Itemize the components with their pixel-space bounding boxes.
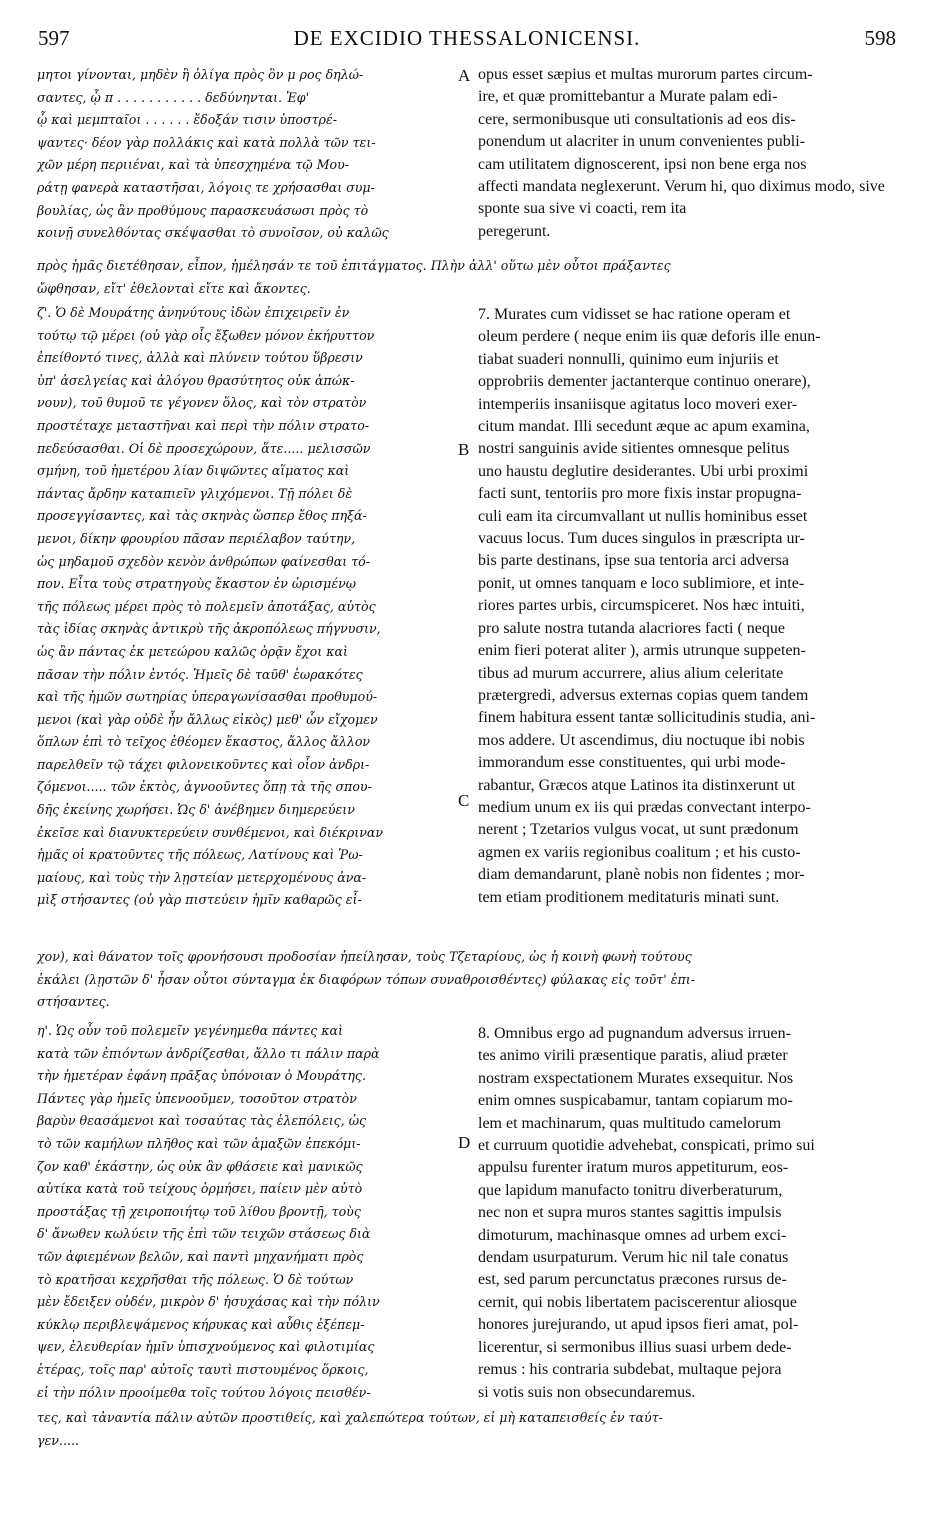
latin-column: 7. Murates cum vidisset se hac ratione operam et oleum perdere ( neque enim iis quæ deforis ille enun- tiabat suaderi nonnulli, quinimo eum injuriis et opprobriis dementer jactanterque continuo onerare), intemperiis insaniisque agitatus loco moveri exer- citum mandat. Illi secedunt æque ac apum examina, nostri sanguinis avide sitientes omnesque pelitus uno haustu deglutire desiderantes. Ubi urbi proximi facti sunt, tentoriis pro more fixis instar propugna- culi eam ita circumvallant ut nullis hominibus esset vacuus locus. Tum duces singulos in præscripta ur- bis parte destinans, ipse sua tentoria arci adversa ponit, ut omnes tanquam e loco sublimiore, et inte- riores partes urbis, circumspiceret. Nos hæc intuiti, pro salute nostra tutanda alacriores facti ( neque enim fieri poterat aliter ), armis utrunque suppeten- tibus ad murum accurrere, alius alium celeritate prætergredi, adversus externas copias quem tandem finem habitura essent tantæ sollicitudinis studia, ani- mos addere. Ut ascendimus, diu noctuque ibi nobis immorandum esse constituentes, qui urbi mode- rabantur, Græcos atque Latinos ita distinxerunt ut medium unum ex iis qui prædas convectant interpo- nerent ; Tzetarios vulgus vocat, ut sunt prædonum agmen ex variis regionibus coalitum ; et his custo- diam demandarunt, planè nobis non fidentes ; mor- tem etiam proditionem meditaturis minati sunt. bbox=[478, 306, 821, 906]
greek-full-width-continuation-3: τες, καὶ τἀναντία πάλιν αὐτῶν προστιθείς, καὶ χαλεπώτερα τούτων, εἰ μὴ καταπεισθείς ἐν ταύτ- γεν..... bbox=[37, 1410, 663, 1448]
greek-column: μητοι γίνονται, μηδὲν ἢ ὀλίγα πρὸς ὃν μ ρος δηλώ- σαντες, ᾧ π . . . . . . . . . . . δεδύνηνται. Ἐφ' ᾧ καὶ μεμπταῖοι . . . . . . ἔδοξάν τισιν ὑποστρέ- ψαντες· δέον γὰρ πολλάκις καὶ κατὰ πολλὰ τῶν τει- χῶν μέρη περιιέναι, καὶ τὰ ὑπεσχημένα τῷ Μου- ράτῃ φανερὰ καταστῆσαι, λόγοις τε χρήσασθαι συμ- βουλίας, ὡς ἂν προθύμους παρασκευάσωσι πρὸς τὸ κοινῇ συνελθόντας σκέψασθαι τὸ συνοῖσον, οὐ καλῶς bbox=[37, 67, 389, 241]
greek-full-width-continuation-2: χον), καὶ θάνατον τοῖς φρονήσουσι προδοσίαν ἠπείλησαν, τοὺς Τζεταρίους, ὡς ἡ κοινὴ φωνὴ τούτους ἐκάλει (λῃστῶν δ' ἦσαν οὗτοι σύνταγμα ἐκ διαφόρων τόπων συναθροισθέντες) φύλακας εἰς τοῦτ' ἐπι- στήσαντες. bbox=[37, 949, 695, 1010]
greek-column: η'. Ὡς οὖν τοῦ πολεμεῖν γεγένημεθα πάντες καὶ κατὰ τῶν ἐπιόντων ἀνδρίζεσθαι, ἄλλο τι πάλιν παρὰ τὴν ἡμετέραν ἐφάνη πρᾶξας ὑπόνοιαν ὁ Μουράτης. Πάντες γὰρ ἡμεῖς ὑπενοοῦμεν, τοσοῦτον στρατὸν βαρὺν θεασάμενοι καὶ τοσαύτας τὰς ἑλεπόλεις, ὡς τὸ τῶν καμήλων πλῆθος καὶ τῶν ἁμαξῶν ἐπεκόμι- ζον καθ' ἑκάστην, ὡς οὐκ ἂν φθάσειε καὶ μανικῶς αὐτίκα κατὰ τοῦ τείχους ὁρμήσει, παίειν μὲν αὐτὸ προστάξας τῇ χειροποιήτῳ τοῦ λίθου βροντῇ, τοὺς δ' ἄνωθεν κωλύειν τῆς ἐπὶ τῶν τειχῶν στάσεως διὰ τῶν ἀφιεμένων βελῶν, καὶ παντὶ μηχανήματι πρὸς τὸ κρατῆσαι κεχρῆσθαι τῆς πόλεως. Ὁ δὲ τούτων μὲν ἔδειξεν οὐδέν, μικρὸν δ' ἡσυχάσας καὶ τὴν πόλιν κύκλῳ περιβλεψάμενος κήρυκας καὶ αὖθις ἐξέπεμ- ψεν, ἐλευθερίαν ἡμῖν ὑπισχνούμενος καὶ φιλοτιμίας ἑτέρας, τοῖς παρ' αὐτοῖς ταυτὶ πιστουμένος ὅρκοις, εἰ τὴν πόλιν προοίμεθα τοῖς τούτου λόγοις πεισθέν- bbox=[37, 1023, 380, 1400]
greek-full-width-continuation-1: πρὸς ἡμᾶς διετέθησαν, εἶπον, ἠμέλησάν τε τοῦ ἐπιτάγματος. Πλὴν ἀλλ' οὕτω μὲν οὗτοι πράξαντες ὤφθησαν, εἴτ' ἐθελονταὶ εἴτε καὶ ἄκοντες. bbox=[37, 258, 671, 296]
page-number-left: 597 bbox=[38, 26, 70, 50]
section-marker-d: D bbox=[458, 1133, 471, 1152]
running-header bbox=[0, 26, 934, 56]
latin-column: 8. Omnibus ergo ad pugnandum adversus irruen- tes animo virili præsentique paratis, aliud præter nostram exspectationem Murates exsequitur. Nos enim omnes suspicabamur, tantam copiarum mo- lem et machinarum, quas multitudo camelorum et curruum quotidie advehebat, conspicati, primo sui appulsu furenter iratum muros appetiturum, eos- que lapidum manufacto tonitru diverberaturum, nec non et supra muros stantes sagittis impulsis dimoturum, machinasque omnes ad urbem exci- dendam usurpaturum. Verum hic nil tale conatus est, sed parum percunctatus præcones rursus de- cernit, qui nobis libertatem paciscerentur aliosque honores jurejurando, ut apud ipsos fieri amat, pol- licerentur, si sermonibus illius suasi urbem dede- remus : his contraria subdebat, multaque pejora si votis suis non obsecundaremus. bbox=[478, 1025, 815, 1401]
greek-column: ζ'. Ὁ δὲ Μουράτης ἀνηνύτους ἰδὼν ἐπιχειρεῖν ἐν τούτῳ τῷ μέρει (οὐ γὰρ οἷς ἔξωθεν μόνον ἐκήρυττον ἐπείθοντό τινες, ἀλλὰ καὶ πλύνειν τούτου ὕβρεσιν ὑπ' ἀσελγείας καὶ ἀλόγου θρασύτητος οὐκ ἀπώκ- νουν), τοῦ θυμοῦ τε γέγονεν ὅλος, καὶ τὸν στρατὸν προστέταχε μεταστῆναι καὶ περὶ τὴν πόλιν στρατο- πεδεύσασθαι. Οἱ δὲ προσεχώρουν, ἅτε..... μελισσῶν σμήνη, τοῦ ἡμετέρου λίαν διψῶντες αἵματος καὶ πάντας ἄρδην καταπιεῖν γλιχόμενοι. Τῇ πόλει δὲ προσεγγίσαντες, καὶ τὰς σκηνὰς ὥσπερ ἔθος πηξά- μενοι, δίκην φρουρίου πᾶσαν περιέλαβον ταύτην, ὡς μηδαμοῦ σχεδὸν κενὸν ἀνθρώπων φαίνεσθαι τό- πον. Εἶτα τοὺς στρατηγοὺς ἕκαστον ἐν ὡρισμένῳ τῆς πόλεως μέρει πρὸς τὸ πολεμεῖν ἀποτάξας, αὐτὸς τὰς ἰδίας σκηνὰς ἀντικρὺ τῆς ἀκροπόλεως πήγνυσιν, ὡς ἂν πάντας ἐκ μετεώρου καλῶς ὁρᾷν ἔχοι καὶ πᾶσαν τὴν πόλιν ἐντός. Ἡμεῖς δὲ ταῦθ' ἑωρακότες καὶ τῆς ἡμῶν σωτηρίας ὑπεραγωνίσασθαι προθυμού- μενοι (καὶ γὰρ οὐδὲ ἦν ἄλλως εἰκὸς) μεθ' ὧν εἴχομεν ὅπλων ἐπὶ τὸ τεῖχος ἐθέομεν ἕκαστος, ἄλλος ἄλλον παρελθεῖν τῷ τάχει φιλονεικοῦντες καὶ οἷον ἀνδρι- ζόμενοι..... τῶν ἐκτὸς, ἀγνοοῦντες ὅπῃ τὰ τῆς σπου- δῆς ἐκείνης χωρήσει. Ὡς δ' ἀνέβημεν διημερεύειν ἐκεῖσε καὶ διανυκτερεύειν συνθέμενοι, καὶ διέκριναν ἡμᾶς οἱ κρατοῦντες τῆς πόλεως, Λατίνους καὶ Ῥω- μαίους, καὶ τοὺς τὴν λῃστείαν μετερχομένους ἀνα- μὶξ στήσαντες (οὐ γὰρ πιστεύειν ἡμῖν καθαρῶς εἶ- bbox=[37, 305, 384, 908]
latin-column: opus esset sæpius et multas murorum partes circum- ire, et quæ promittebantur a Murate palam edi- cere, sermonibusque uti consultationis ad eos dis- ponendum ut alacriter in unum convenientes publi- cam utilitatem dignoscerent, ipsi non bene erga nos affecti mandata neglexerunt. Verum hi, quo diximus modo, sive sponte sua sive vi coacti, rem ita peregerunt. bbox=[478, 66, 885, 240]
running-title: DE EXCIDIO THESSALONICENSI. bbox=[293, 26, 641, 50]
page-number-right: 598 bbox=[864, 26, 896, 50]
section-marker-b: B bbox=[458, 440, 470, 459]
section-marker-c: C bbox=[458, 791, 470, 810]
section-marker-a: A bbox=[458, 66, 471, 85]
